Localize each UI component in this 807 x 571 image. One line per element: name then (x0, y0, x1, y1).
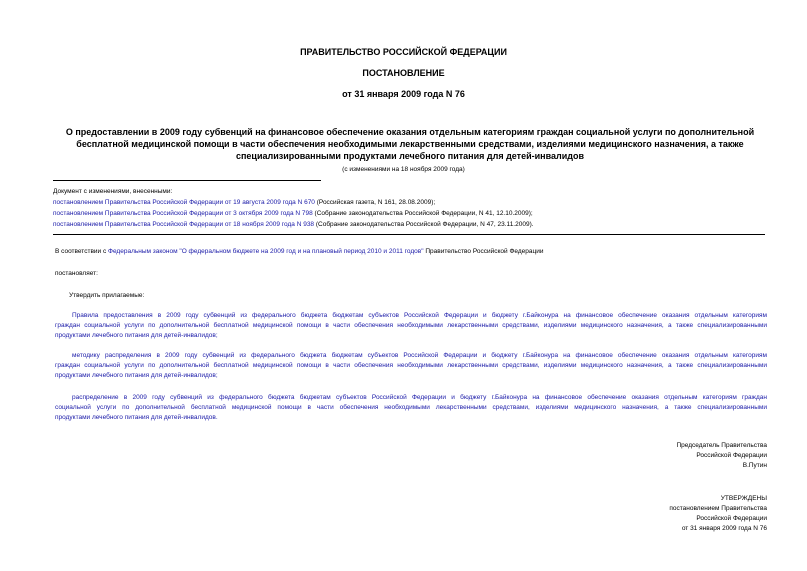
changes-note: (с изменениями на 18 ноября 2009 года) (342, 166, 465, 173)
signature-line: Российской Федерации (696, 452, 767, 459)
title-line: бесплатной медицинской помощи в части обеспечения необходимыми лекарственными средствами, изделиями медицинского назначения, а также (76, 139, 744, 149)
approve-text: Утвердить прилагаемые: (69, 292, 145, 299)
signature-block (676, 441, 767, 471)
amendment-link[interactable]: постановлением Правительства Российской Федерации от 18 ноября 2009 года N 938 (53, 221, 315, 228)
federal-law-link[interactable]: Федеральным законом "О федеральном бюджете на 2009 год и на плановый период 2010 и 2011 годов" (108, 248, 424, 255)
item-line: продуктами лечебного питания для детей-инвалидов; (55, 332, 218, 339)
approval-line: постановлением Правительства (669, 505, 767, 512)
item-line: граждан социальной услуги по дополнительной бесплатной медицинской помощи в части обеспечения необходимыми лекарственными средствами, изделиями медицинского назначения, а также специализированными (55, 322, 767, 329)
title-line: специализированными продуктами лечебного питания для детей-инвалидов (235, 151, 584, 161)
amendment-source: (Собрание законодательства Российской Федерации, N 41, 12.10.2009); (312, 210, 533, 217)
amendments-list (53, 186, 534, 230)
basis-paragraph (55, 248, 544, 255)
title-line: О предоставлении в 2009 году субвенций на финансовое обеспечение оказания отдельным категориям граждан социальной услуги по дополнительной (65, 127, 755, 137)
divider-full (53, 234, 765, 235)
approval-line: от 31 января 2009 года N 76 (681, 525, 767, 532)
amendment-source: (Российская газета, N 161, 28.08.2009); (314, 199, 436, 206)
amendments-intro: Документ с изменениями, внесенными: (53, 188, 173, 195)
approved-item-rules[interactable] (55, 311, 767, 341)
item-line: распределение в 2009 году субвенций из федерального бюджета бюджетам субъектов Российской Федерации и бюджету г.Байконура на финансовое обеспечение оказания отдельным категориям граждан (72, 394, 767, 401)
item-line: граждан социальной услуги по дополнительной бесплатной медицинской помощи в части обеспечения необходимыми лекарственными средствами, изделиями медицинского назначения, а также специализированными (55, 362, 767, 369)
approval-line: УТВЕРЖДЕНЫ (720, 495, 767, 502)
approved-item-distribution[interactable] (55, 393, 767, 423)
item-line: продуктами лечебного питания для детей-инвалидов; (55, 372, 218, 379)
basis-suffix: Правительство Российской Федерации (423, 248, 544, 255)
approval-line: Российской Федерации (696, 515, 767, 522)
item-line: продуктами лечебного питания для детей-инвалидов. (55, 414, 218, 421)
item-line: методику распределения в 2009 году субвенций из федерального бюджета бюджетам субъектов Российской Федерации и бюджету г.Байконура на финансовое обеспечение оказания отдельным категориям (72, 352, 767, 359)
approved-item-methodology[interactable] (55, 351, 767, 381)
document-date-number: от 31 января 2009 года N 76 (342, 89, 465, 99)
signature-line: Председатель Правительства (676, 442, 767, 449)
government-heading: ПРАВИТЕЛЬСТВО РОССИЙСКОЙ ФЕДЕРАЦИИ (300, 47, 507, 57)
amendment-source: (Собрание законодательства Российской Федерации, N 47, 23.11.2009). (314, 221, 534, 228)
approval-stamp (669, 494, 767, 534)
divider-short (53, 180, 321, 181)
amendment-item (53, 208, 534, 219)
amendment-item (53, 219, 534, 230)
amendment-link[interactable]: постановлением Правительства Российской Федерации от 19 августа 2009 года N 670 (53, 199, 315, 206)
document-title (55, 126, 765, 162)
amendment-item (53, 197, 534, 208)
basis-prefix: В соответствии с (55, 248, 109, 255)
document-type-heading: ПОСТАНОВЛЕНИЕ (362, 68, 445, 78)
item-line: Правила предоставления в 2009 году субвенций из федерального бюджета бюджетам субъектов Российской Федерации и бюджету г.Байконура на финансовое обеспечение оказания отдельным категориям (72, 312, 767, 319)
resolves-text: постановляет: (55, 270, 98, 277)
amendment-link[interactable]: постановлением Правительства Российской Федерации от 3 октября 2009 года N 798 (53, 210, 313, 217)
item-line: социальной услуги по дополнительной бесплатной медицинской помощи в части обеспечения необходимыми лекарственными средствами, изделиями медицинского назначения, а также специализированными (55, 404, 767, 411)
signature-line: В.Путин (742, 462, 767, 469)
